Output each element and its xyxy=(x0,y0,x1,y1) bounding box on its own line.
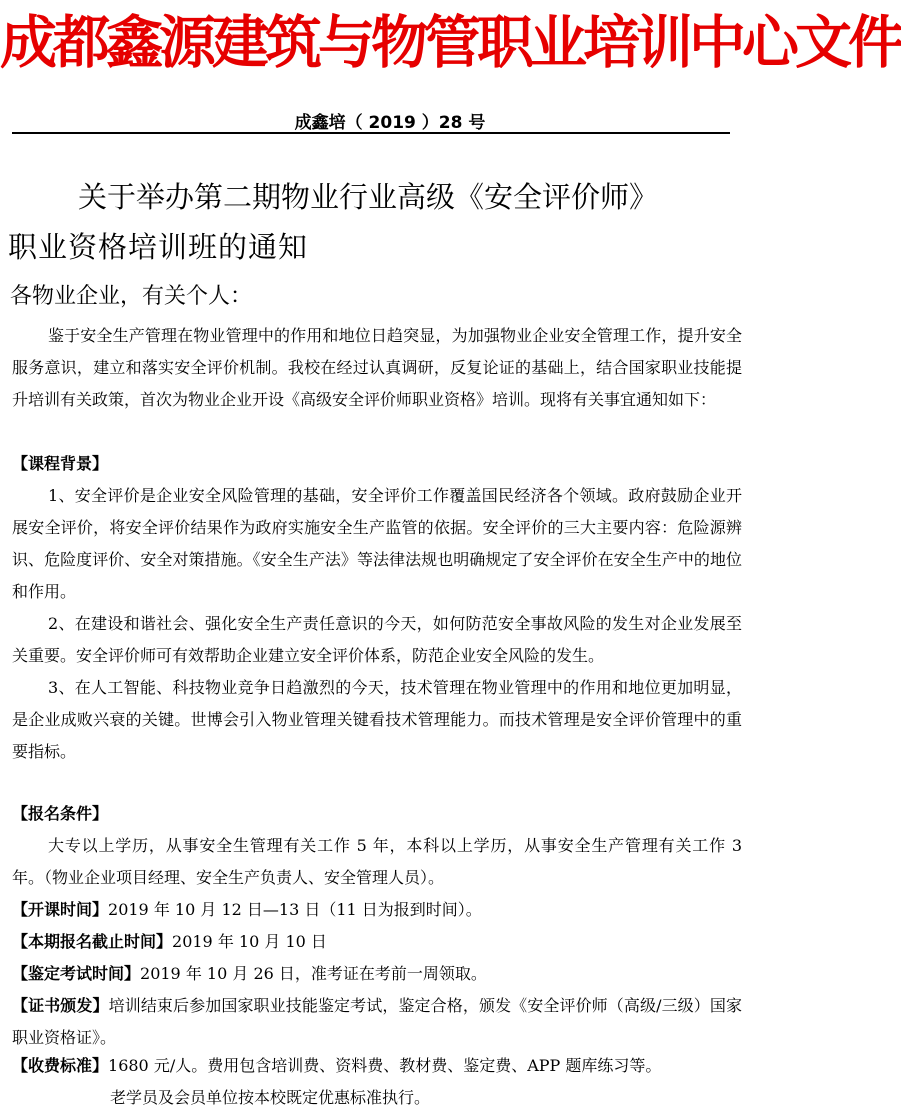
salutation: 各物业企业，有关个人： xyxy=(10,284,253,309)
fee-line2: 老学员及会员单位按本校既定优惠标准执行。 xyxy=(110,1088,431,1107)
eligibility-section xyxy=(12,798,742,894)
certificate-section xyxy=(12,990,742,1054)
background-paragraph-1: 1、安全评价是企业安全风险管理的基础，安全评价工作覆盖国民经济各个领域。政府鼓励企业开展安全评价，将安全评价结果作为政府实施安全生产监管的依据。安全评价的三大主要内容：危险源辨识、危险度评价、安全对策措施。《安全生产法》等法律法规也明确规定了安全评价在安全生产中的地位和作用。 xyxy=(12,486,742,601)
exam-time-value: 2019 年 10 月 26 日，准考证在考前一周领取。 xyxy=(140,964,487,983)
deadline-label: 【本期报名截止时间】 xyxy=(12,932,173,951)
start-time-label: 【开课时间】 xyxy=(12,900,109,919)
exam-time-label: 【鉴定考试时间】 xyxy=(12,964,141,983)
fee-label: 【收费标准】 xyxy=(12,1056,109,1075)
background-section xyxy=(12,448,742,768)
background-heading: 【课程背景】 xyxy=(12,454,109,473)
eligibility-heading: 【报名条件】 xyxy=(12,804,109,823)
background-paragraph-2: 2、在建设和谐社会、强化安全生产责任意识的今天，如何防范安全事故风险的发生对企业发展至关重要。安全评价师可有效帮助企业建立安全评价体系，防范企业安全风险的发生。 xyxy=(12,614,742,665)
deadline-value: 2019 年 10 月 10 日 xyxy=(172,932,327,951)
eligibility-text: 大专以上学历，从事安全生管理有关工作 5 年，本科以上学历，从事安全生产管理有关工作 3 年。（物业企业项目经理、安全生产负责人、安全管理人员）。 xyxy=(12,836,742,887)
start-time-line xyxy=(12,894,752,926)
deadline-line xyxy=(12,926,752,958)
intro-paragraph: 鉴于安全生产管理在物业管理中的作用和地位日趋突显，为加强物业企业安全管理工作，提升安全服务意识，建立和落实安全评价机制。我校在经过认真调研，反复论证的基础上，结合国家职业技能提升培训有关政策，首次为物业企业开设《高级安全评价师职业资格》培训。现将有关事宜通知如下： xyxy=(12,326,742,409)
start-time-value: 2019 年 10 月 12 日—13 日（11 日为报到时间）。 xyxy=(108,900,482,919)
fee-section xyxy=(12,1050,752,1114)
intro-section xyxy=(12,320,742,416)
header-divider xyxy=(12,132,730,134)
background-paragraph-3: 3、在人工智能、科技物业竞争日趋激烈的今天，技术管理在物业管理中的作用和地位更加明显，是企业成败兴衰的关键。世博会引入物业管理关键看技术管理能力。而技术管理是安全评价管理中的重要指标。 xyxy=(12,678,742,761)
fee-line1: 1680 元/人。费用包含培训费、资料费、教材费、鉴定费、APP 题库练习等。 xyxy=(108,1056,662,1075)
notice-title xyxy=(8,172,778,272)
document-number: 成鑫培（ 2019 ）28 号 xyxy=(294,113,486,133)
exam-time-line xyxy=(12,958,752,990)
notice-title-line2: 职业资格培训班的通知 xyxy=(8,230,309,264)
org-header-title: 成都鑫源建筑与物管职业培训中心文件 xyxy=(0,9,901,76)
certificate-text: 培训结束后参加国家职业技能鉴定考试，鉴定合格，颁发《安全评价师（高级/三级）国家职业资格证》。 xyxy=(12,996,742,1047)
certificate-label: 【证书颁发】 xyxy=(12,996,109,1015)
notice-title-line1: 关于举办第二期物业行业高级《安全评价师》 xyxy=(78,180,659,214)
